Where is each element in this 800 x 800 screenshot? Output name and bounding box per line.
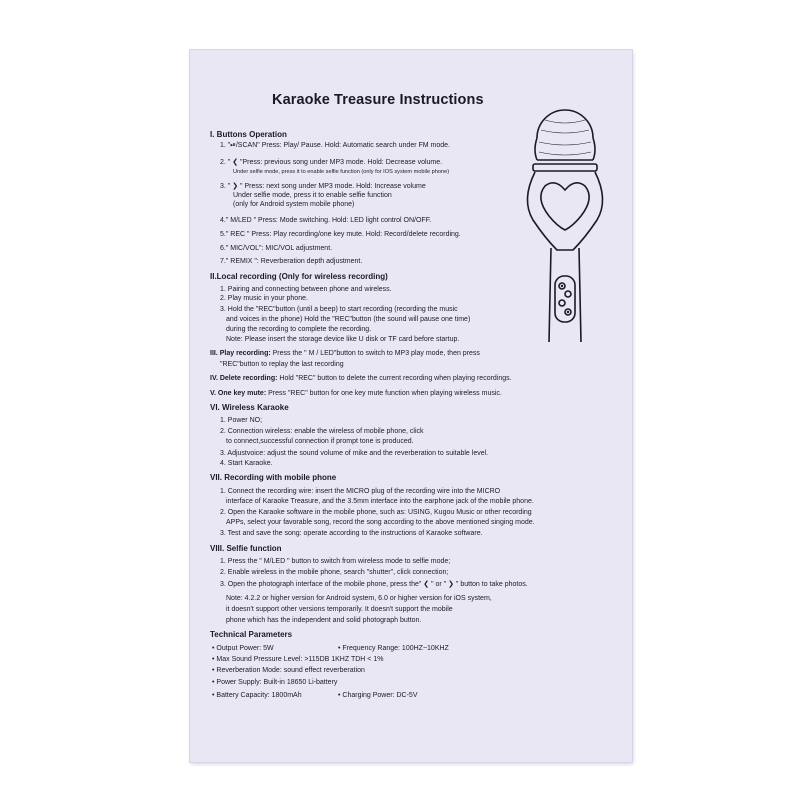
wireless-line-1: 1. Power NO; — [220, 417, 263, 424]
selfie-line-2: 2. Enable wireless in the mobile phone, search "shutter", click connection; — [220, 569, 449, 576]
section-heading-selfie: VIII. Selfie function — [210, 544, 282, 553]
section-heading-buttons: I. Buttons Operation — [210, 130, 287, 139]
tech-power-supply: • Power Supply: Built-in 18650 Li-battery — [212, 679, 338, 686]
tech-frequency-range: • Frequency Range: 100HZ~10KHZ — [338, 645, 449, 652]
instruction-sheet — [190, 50, 632, 762]
buttons-line-7: 7." REMIX ": Reverberation depth adjustment. — [220, 258, 363, 265]
tech-output-power: • Output Power: 5W — [212, 645, 274, 652]
buttons-line-1: 1. "⏯/SCAN" Press: Play/ Pause. Hold: Automatic search under FM mode. — [220, 142, 450, 149]
play-recording-text: Press the " M / LED"button to switch to MP3 play mode, then press — [270, 350, 480, 357]
buttons-line-3-sub2: (only for Android system mobile phone) — [233, 201, 355, 208]
tech-max-spl: • Max Sound Pressure Level: >115DB 1KHZ TDH < 1% — [212, 656, 384, 663]
play-recording-line — [210, 350, 480, 358]
delete-recording-heading: IV. Delete recording: — [210, 375, 278, 382]
buttons-line-3: 3. " ❯ " Press: next song under MP3 mode. Hold: Increase volume — [220, 183, 426, 190]
page-title: Karaoke Treasure Instructions — [272, 92, 484, 108]
selfie-note-3: phone which has the independent and solid photograph button. — [226, 617, 422, 624]
section-heading-local: II.Local recording (Only for wireless recording) — [210, 272, 388, 281]
section-heading-wireless: VI. Wireless Karaoke — [210, 403, 289, 412]
local-line-3-sub: and voices in the phone) Hold the "REC"button (the sound will pause one time) — [226, 316, 471, 323]
tech-reverb-mode: • Reverberation Mode: sound effect reverberation — [212, 667, 365, 674]
one-key-mute-heading: V. One key mute: — [210, 390, 267, 397]
local-note: Note: Please insert the storage device like U disk or TF card before startup. — [226, 336, 460, 343]
mobile-line-2-sub: APPs, select your favorable song, record the song according to the above mentioned singing mode. — [226, 519, 535, 526]
local-line-1: 1. Pairing and connecting between phone and wireless. — [220, 286, 392, 293]
local-line-3-sub2: during the recording to complete the recording. — [226, 326, 372, 333]
tech-charging-power: • Charging Power: DC-5V — [338, 692, 418, 699]
buttons-line-5: 5." REC " Press: Play recording/one key mute. Hold: Record/delete recording. — [220, 231, 461, 238]
local-line-2: 2. Play music in your phone. — [220, 295, 308, 302]
section-heading-mobile: VII. Recording with mobile phone — [210, 473, 337, 482]
one-key-mute-line — [210, 390, 502, 398]
mobile-line-3: 3. Test and save the song: operate according to the instructions of Karaoke software. — [220, 530, 483, 537]
local-line-3: 3. Hold the "REC"button (until a beep) to start recording (recording the music — [220, 306, 458, 313]
play-recording-text-2: "REC"button to replay the last recording — [220, 361, 344, 368]
tech-battery-capacity: • Battery Capacity: 1800mAh — [212, 692, 302, 699]
section-heading-tech: Technical Parameters — [210, 630, 293, 639]
delete-recording-text: Hold "REC" button to delete the current recording when playing recordings. — [277, 375, 512, 382]
wireless-line-4: 4. Start Karaoke. — [220, 460, 273, 467]
one-key-mute-text: Press "REC" button for one key mute function when playing wireless music. — [266, 390, 502, 397]
buttons-line-2-sub: Under selfie mode, press it to enable selfie function (only for IOS system mobile phone) — [233, 169, 450, 175]
buttons-line-6: 6." MIC/VOL": MIC/VOL adjustment. — [220, 245, 333, 252]
mobile-line-2: 2. Open the Karaoke software in the mobile phone, such as: USING, Kugou Music or other recording — [220, 509, 532, 516]
selfie-line-3: 3. Open the photograph interface of the mobile phone, press the" ❮ " or " ❯ " button to take photos. — [220, 581, 528, 588]
delete-recording-line — [210, 375, 512, 383]
mobile-line-1: 1. Connect the recording wire: insert the MICRO plug of the recording wire into the MICRO — [220, 488, 501, 495]
buttons-line-2: 2. " ❮ "Press: previous song under MP3 mode. Hold: Decrease volume. — [220, 159, 443, 166]
selfie-note-2: it doesn't support other versions temporarily. It doesn't support the mobile — [226, 606, 453, 613]
play-recording-heading: III. Play recording: — [210, 350, 271, 357]
selfie-note-1: Note: 4.2.2 or higher version for Android system, 6.0 or higher version for iOS system, — [226, 595, 492, 602]
buttons-line-3-sub: Under selfie mode, press it to enable selfie function — [233, 192, 392, 199]
selfie-line-1: 1. Press the " M/LED " button to switch from wireless mode to selfie mode; — [220, 558, 451, 565]
buttons-line-4: 4." M/LED " Press: Mode switching. Hold: LED light control ON/OFF. — [220, 217, 432, 224]
wireless-line-2-sub: to connect,successful connection if prompt tone is produced. — [226, 438, 414, 445]
wireless-line-3: 3. Adjustvoice: adjust the sound volume of mike and the reverberation to suitable level. — [220, 450, 489, 457]
mobile-line-1-sub: interface of Karaoke Treasure, and the 3.5mm interface into the earphone jack of the mobile phone. — [226, 498, 534, 505]
wireless-line-2: 2. Connection wireless: enable the wireless of mobile phone, click — [220, 428, 424, 435]
